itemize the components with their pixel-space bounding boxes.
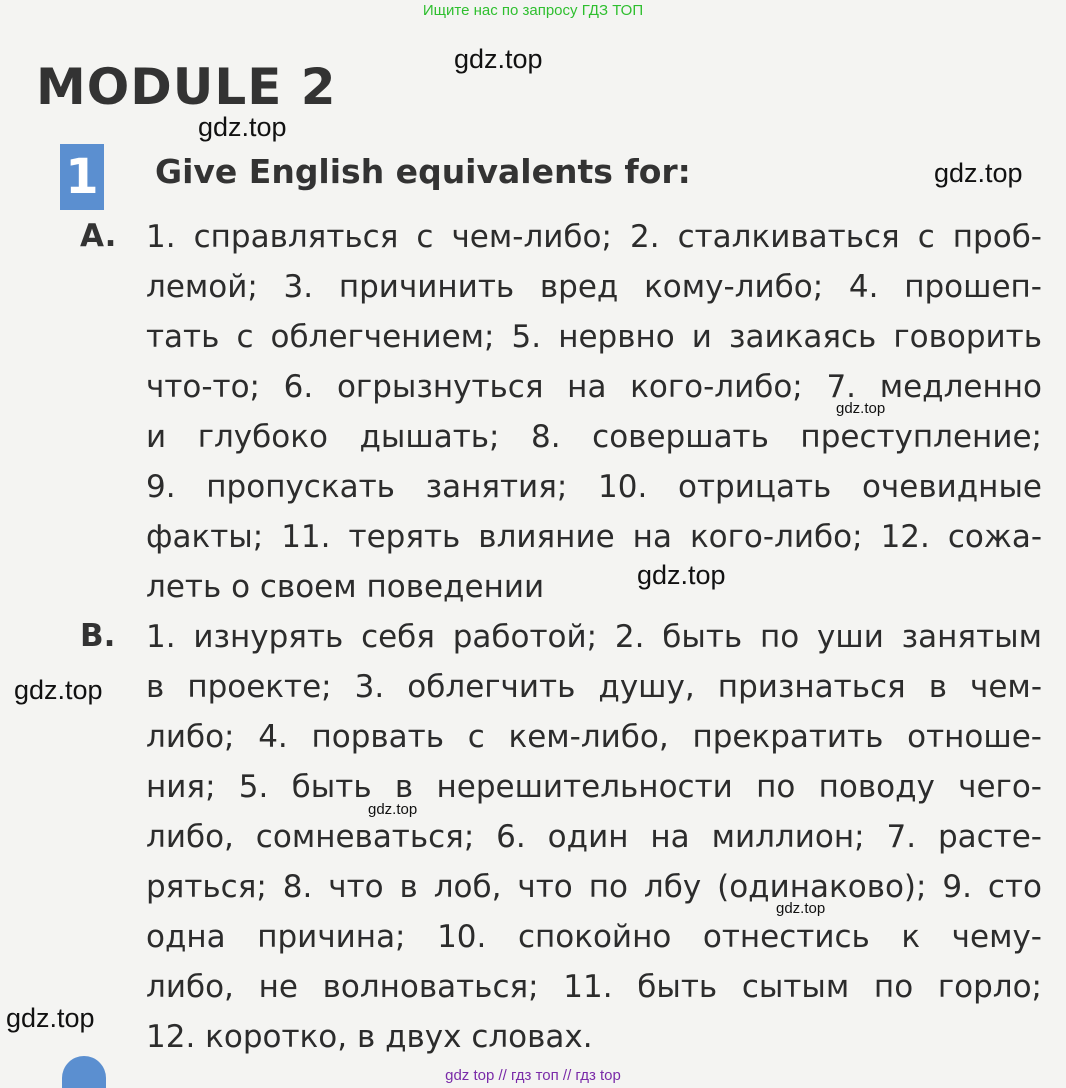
watermark: gdz.top — [6, 1003, 95, 1033]
section-b-letter: B. — [80, 618, 116, 654]
section-a-line: что-то; 6. огрызнуться на кого-либо; 7. медленно — [146, 369, 1042, 405]
watermark: gdz.top — [776, 900, 826, 917]
footer-links[interactable]: gdz top // гдз топ // гдз top — [445, 1067, 621, 1084]
section-a-line: и глубоко дышать; 8. совершать преступление; — [146, 419, 1042, 455]
section-b-line: либо, не волноваться; 11. быть сытым по горло; — [146, 969, 1042, 1005]
watermark: gdz.top — [454, 44, 543, 74]
section-b-line: 1. изнурять себя работой; 2. быть по уши занятым — [146, 619, 1042, 655]
section-a-line: 9. пропускать занятия; 10. отрицать очевидные — [146, 469, 1042, 505]
section-b-line: в проекте; 3. облегчить душу, признаться в чем- — [146, 669, 1042, 705]
section-a-letter: A. — [80, 218, 117, 254]
section-b-line: ния; 5. быть в нерешительности по поводу чего- — [146, 769, 1042, 805]
exercise-number-badge: 1 — [60, 144, 104, 210]
section-b-line: 12. коротко, в двух словах. — [146, 1019, 593, 1055]
watermark: gdz.top — [14, 675, 103, 705]
task-heading: Give English equivalents for: — [155, 152, 691, 191]
watermark: gdz.top — [836, 400, 886, 417]
section-a-line: 1. справляться с чем-либо; 2. сталкиваться с проб- — [146, 219, 1042, 255]
module-title: MODULE 2 — [36, 58, 337, 116]
section-b-line: ряться; 8. что в лоб, что по лбу (одинаково); 9. сто — [146, 869, 1042, 905]
section-b-line: одна причина; 10. спокойно отнестись к чему- — [146, 919, 1042, 955]
section-a-line: леть о своем поведении — [146, 569, 545, 605]
search-banner[interactable]: Ищите нас по запросу ГДЗ ТОП — [422, 2, 644, 19]
section-a-line: факты; 11. терять влияние на кого-либо; 12. сожа- — [146, 519, 1042, 555]
watermark: gdz.top — [934, 158, 1023, 188]
watermark: gdz.top — [637, 560, 726, 590]
section-a-line: тать с облегчением; 5. нервно и заикаясь говорить — [146, 319, 1042, 355]
watermark: gdz.top — [368, 801, 418, 818]
section-a-line: лемой; 3. причинить вред кому-либо; 4. прошеп- — [146, 269, 1042, 305]
watermark: gdz.top — [198, 112, 287, 142]
section-b-line: либо, сомневаться; 6. один на миллион; 7. расте- — [146, 819, 1042, 855]
section-b-line: либо; 4. порвать с кем-либо, прекратить отноше- — [146, 719, 1042, 755]
